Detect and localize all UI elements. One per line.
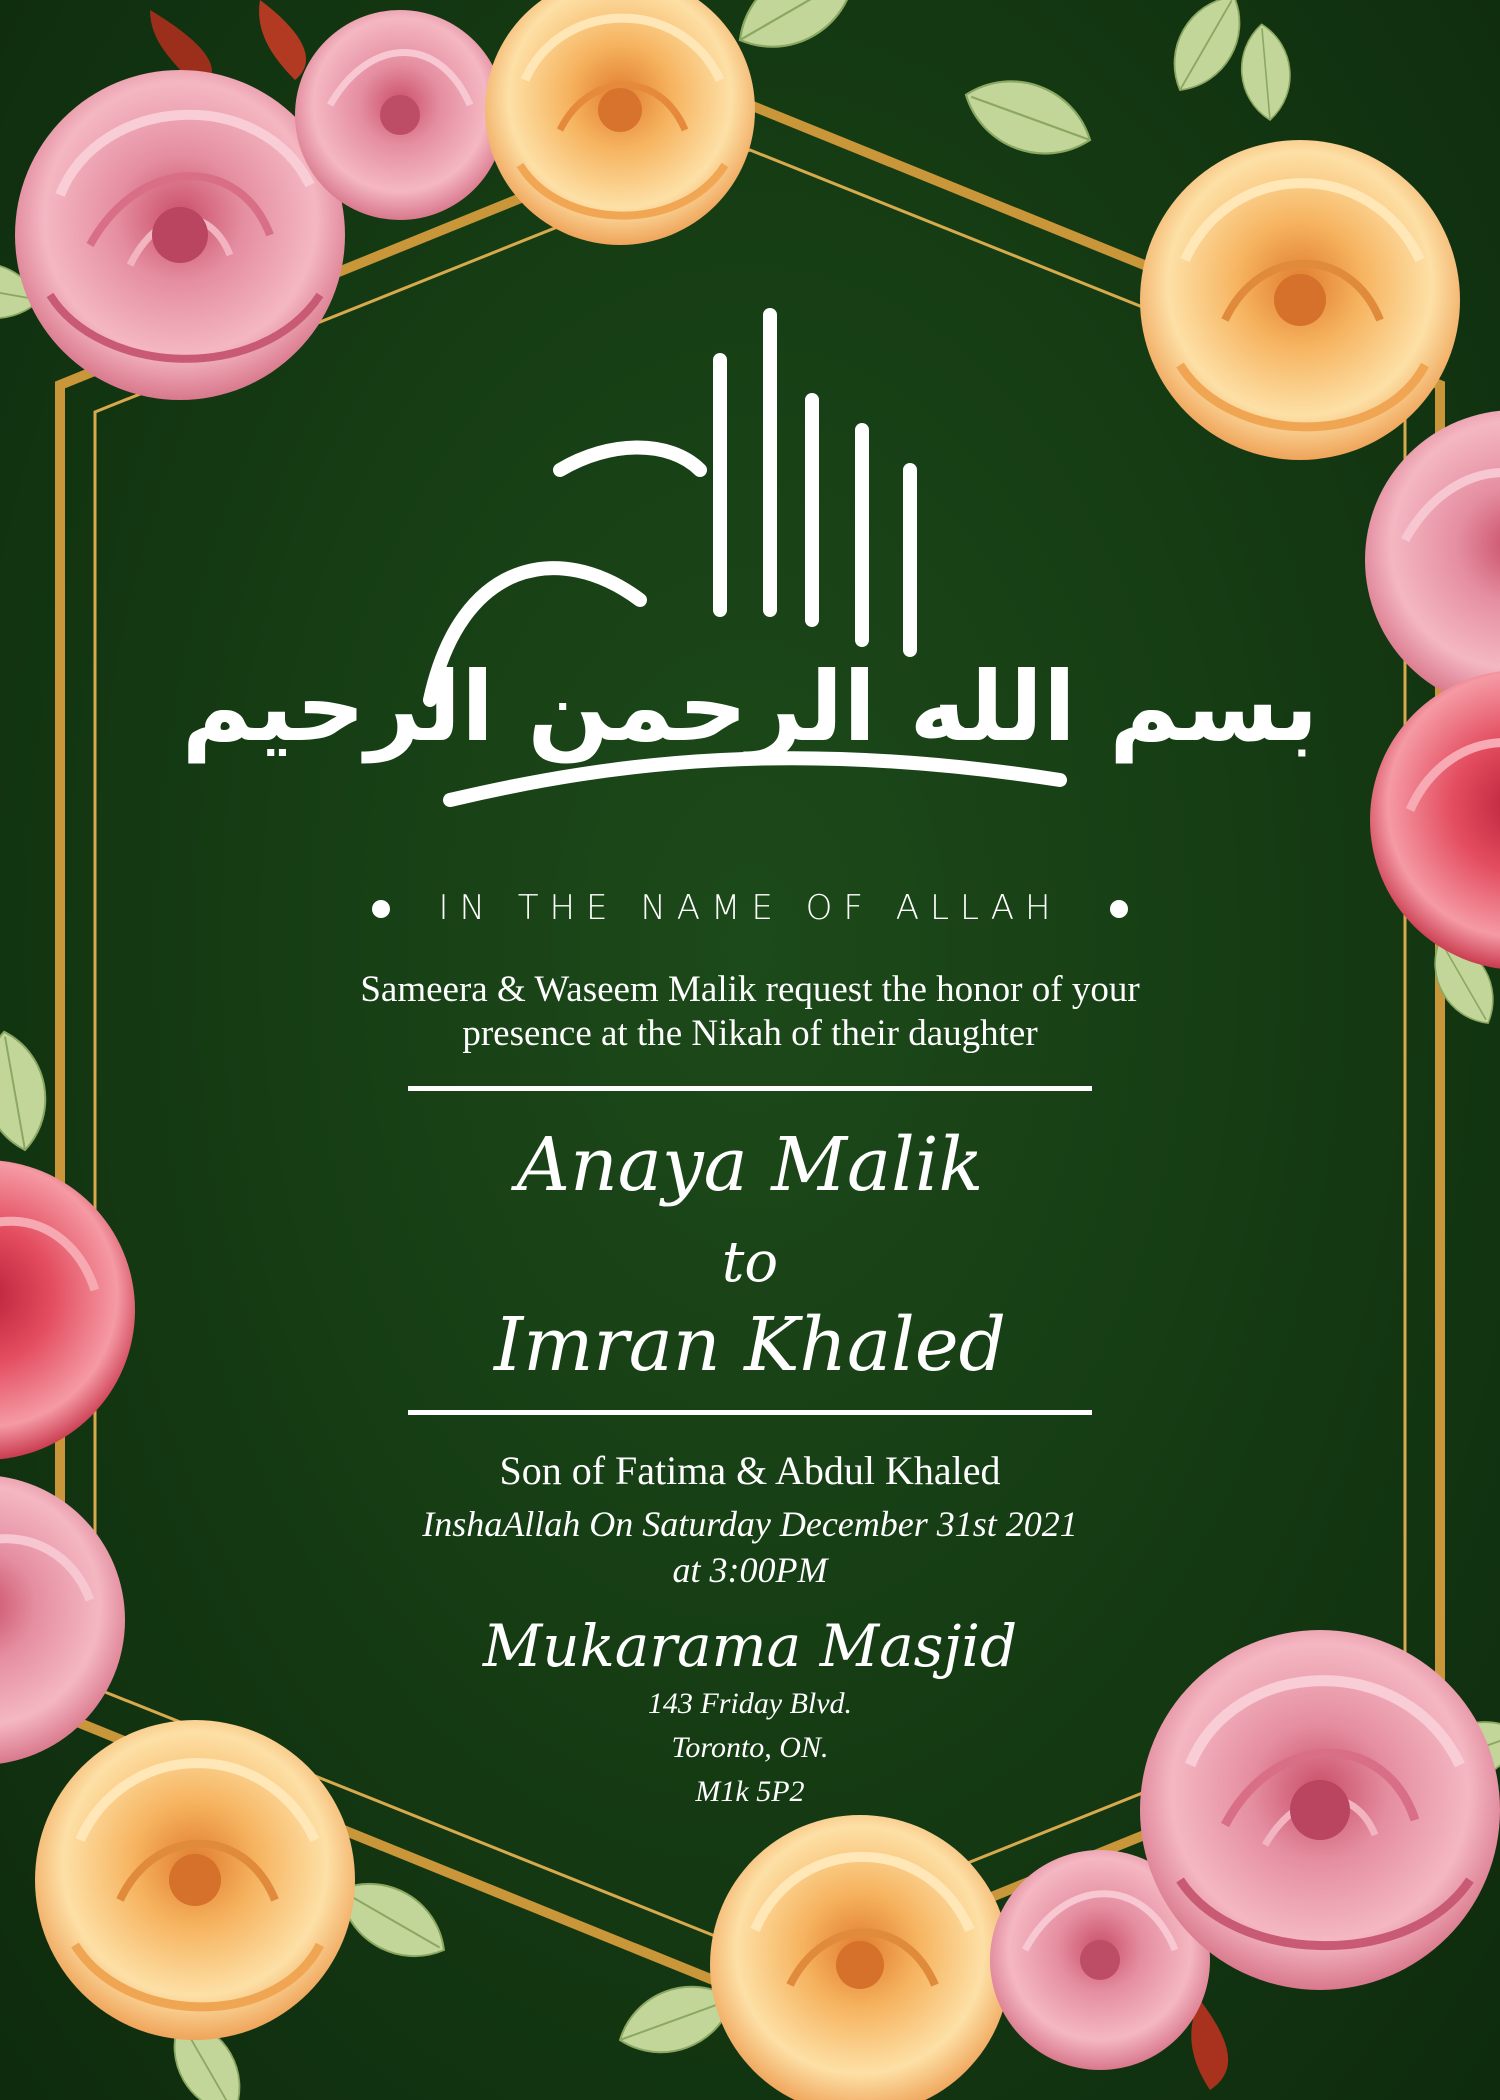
- joiner-word: to: [721, 1230, 779, 1295]
- groom-name: Imran Khaled: [494, 1302, 1006, 1388]
- divider-bottom: [408, 1410, 1092, 1415]
- rose-flower: [1140, 1630, 1500, 1990]
- rose-flower: [1140, 140, 1460, 460]
- hosts-intro: [0, 968, 1500, 1056]
- address-city: Toronto, ON.: [671, 1731, 829, 1764]
- calligraphy-bismillah: [182, 315, 1319, 800]
- event-time: at 3:00PM: [672, 1550, 828, 1590]
- venue-name: Mukarama Masjid: [482, 1612, 1018, 1680]
- rose-flower: [295, 10, 505, 220]
- rose-flower: [35, 1720, 355, 2040]
- event-date: InshaAllah On Saturday December 31st 2021: [422, 1504, 1078, 1544]
- bride-name: Anaya Malik: [516, 1122, 984, 1208]
- svg-text:بسم الله الرحمن الرحيم: بسم الله الرحمن الرحيم: [181, 651, 1319, 763]
- rose-flower: [710, 1815, 1010, 2100]
- motto-heading: IN THE NAME OF ALLAH: [438, 888, 1062, 928]
- address-postal: M1k 5P2: [695, 1775, 805, 1808]
- rose-flower: [1365, 410, 1500, 710]
- groom-parents: Son of Fatima & Abdul Khaled: [499, 1448, 1001, 1493]
- intro-line-1: Sameera & Waseem Malik request the honor of your: [360, 969, 1140, 1010]
- divider-top: [408, 1086, 1092, 1091]
- rose-flower: [485, 0, 755, 245]
- intro-line-2: presence at the Nikah of their daughter: [462, 1013, 1038, 1054]
- address-street: 143 Friday Blvd.: [647, 1687, 853, 1720]
